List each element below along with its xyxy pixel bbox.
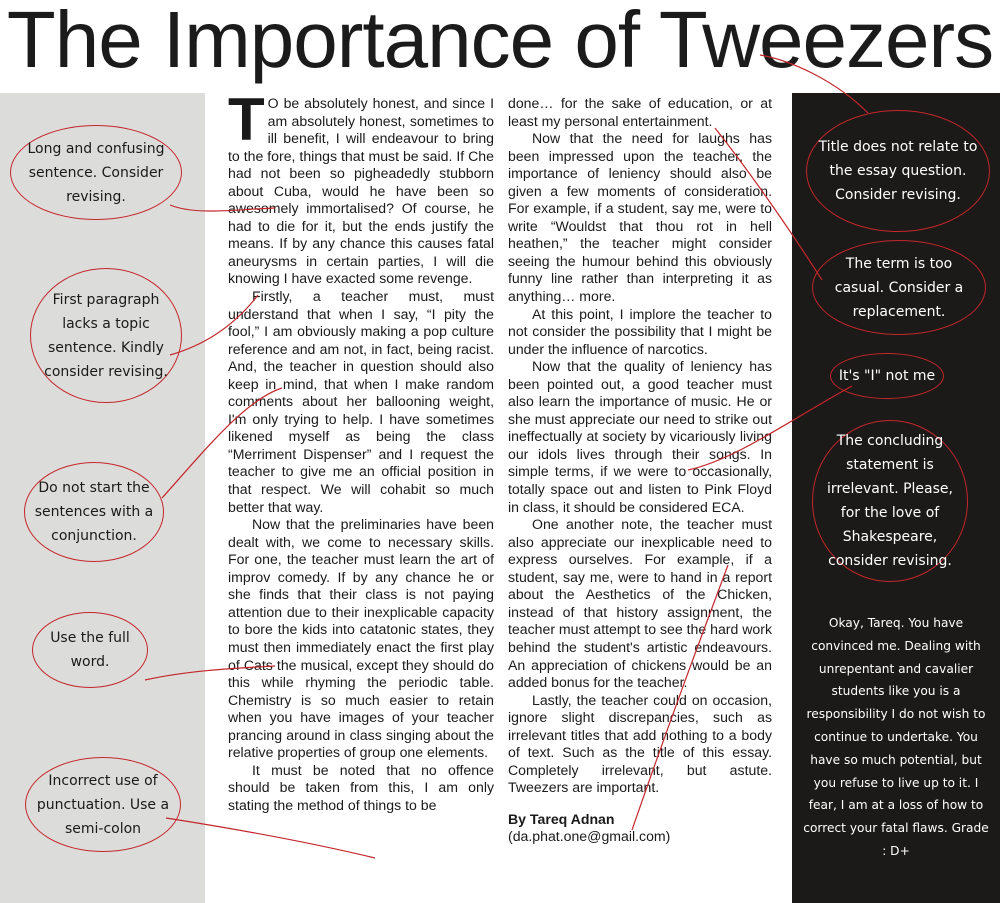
annotation-topic-sentence: First paragraph lacks a topic sentence. Kindly consider revising.	[30, 268, 182, 403]
essay-column-2	[508, 95, 772, 846]
essay-paragraph: At this point, I implore the teacher to not consider the possibility that I might be under the influence of narcotics.	[508, 305, 772, 357]
annotation-i-not-me: It's "I" not me	[830, 353, 944, 399]
essay-paragraph: T O be absolutely honest, and since I am absolutely honest, sometimes to ill benefit, I will endeavour to bring to the fore, things that must be said. If Che had not been so pigheadedly stubborn about Cuba, would he have been so awesomely immortalised? Of course, he had to die for it, but the ends justify the means. If by any chance this causes fatal aneurysms in certain parties, I will die knowing I have exacted some revenge.	[228, 86, 494, 287]
annotation-concluding-statement: The concluding statement is irrelevant. Please, for the love of Shakespeare, consider revising.	[812, 420, 968, 582]
essay-paragraph: It must be noted that no offence should be taken from this, I am only stating the method of things to be	[228, 761, 494, 813]
annotation-long-sentence: Long and confusing sentence. Consider revising.	[10, 125, 182, 220]
annotation-title-irrelevant: Title does not relate to the essay question. Consider revising.	[806, 110, 990, 232]
annotation-punctuation: Incorrect use of punctuation. Use a semi-colon	[25, 757, 181, 852]
essay-paragraph: One another note, the teacher must also appreciate our inexplicable need to express ourselves. For example, if a student, say me, were to hand in a report about the Aesthetics of the Chicken, instead of that history assignment, the teacher must attempt to see the hard work behind the student's artistic endeavours. An appreciation of chickens would be an added bonus for the teacher.	[508, 516, 772, 691]
annotation-conjunction: Do not start the sentences with a conjunction.	[24, 462, 164, 562]
essay-title: The Importance of Tweezers	[6, 0, 994, 84]
annotation-casual-term: The term is too casual. Consider a replacement.	[812, 240, 986, 335]
essay-paragraph: Now that the need for laughs has been impressed upon the teacher, the importance of leniency should also be given a few moments of consideration. For example, if a student, say me, were to write “Wouldst that thou rot in hell heathen,” the teacher might consider seeing the humour behind this obviously funny line rather than interpreting it as anything… more.	[508, 130, 772, 305]
essay-paragraph: Firstly, a teacher must, must understand that when I say, “I pity the fool,” I am obviously making a pop culture reference and am not, in fact, being racist. And, the teacher in question should also keep in mind, that when I make random comments about her ballooning weight, I'm only trying to help. I have sometimes likened myself as being the class “Merriment Dispenser” and I request the teacher to give me an official position in that respect. We will cohabit so much better that way.	[228, 288, 494, 515]
author-name: By Tareq Adnan	[508, 810, 615, 827]
drop-cap: T	[228, 86, 265, 153]
essay-paragraph: Now that the quality of leniency has been pointed out, a good teacher must also learn the importance of music. He or she must appreciate our need to strike out ineffectually at society by vicariously living our idols lives through their songs. In simple terms, if we were to occasionally, totally space out and listen to Pink Floyd in class, it should be considered ECA.	[508, 358, 772, 515]
essay-paragraph: Now that the preliminaries have been dealt with, we come to necessary skills. For one, the teacher must learn the art of improv comedy. If by any chance he or she finds that their class is not paying attention due to their inexplicable capacity to bore the kids into catatonic states, they must then immediately enact the first play of Cats the musical, except they should do this while rhyming the periodic table. Chemistry is so much easier to retain when you have images of your teacher prancing around in class singing about the relative properties of group one elements.	[228, 516, 494, 761]
essay-paragraph: Lastly, the teacher could on occasion, ignore slight discrepancies, such as irrelevant titles that add nothing to a body of text. Such as the title of this essay. Completely irrelevant, but astute. Tweezers are important.	[508, 691, 772, 796]
annotation-full-word: Use the full word.	[32, 612, 148, 688]
essay-paragraph: done… for the sake of education, or at least my personal entertainment.	[508, 95, 772, 129]
author-email: (da.phat.one@gmail.com)	[508, 828, 671, 845]
essay-column-1	[228, 86, 494, 814]
final-comment-grade: Okay, Tareq. You have convinced me. Dealing with unrepentant and cavalier students like you is a responsibility I do not wish to continue to undertake. You have so much potential, but you refuse to live up to it. I fear, I am at a loss of how to correct your fatal flaws. Grade : D+	[803, 616, 989, 858]
byline	[508, 811, 772, 846]
